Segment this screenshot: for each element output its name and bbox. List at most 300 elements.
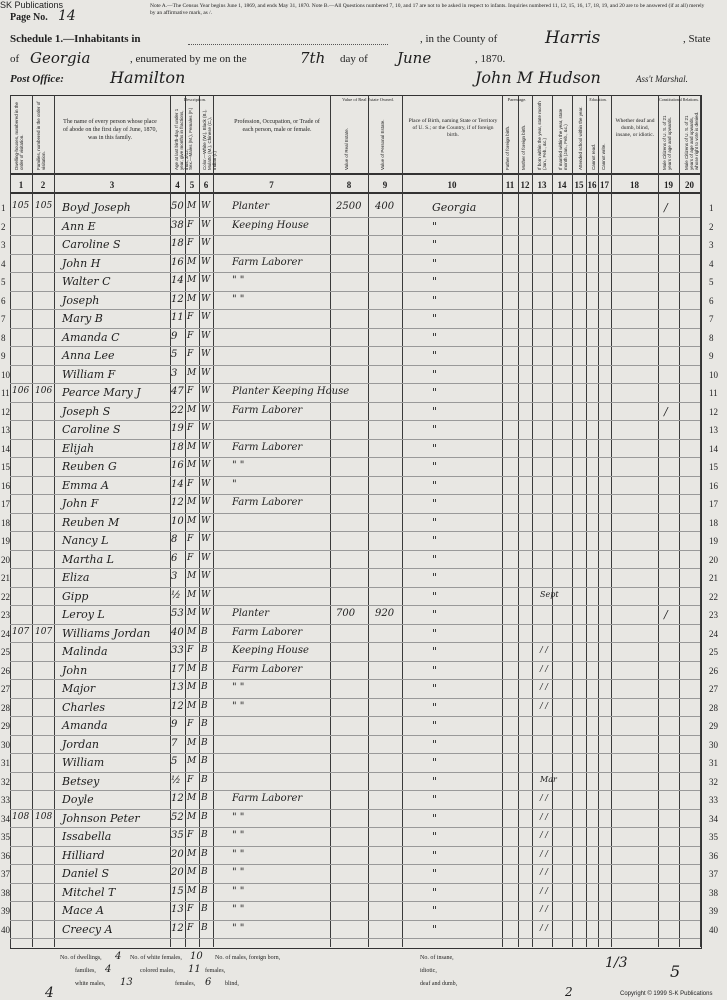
cell-age: 14 [171,478,184,490]
cell-color: B [201,700,208,711]
header-cannot-read: Cannot read. [591,143,596,170]
row-number-left: 11 [1,388,10,398]
header-color: Color.—White (W.), Black (B.), Mulatto (M.), Chinese (C.), Indian (I.) [202,109,217,170]
cell-age: 16 [171,256,184,268]
cell-age: 3 [171,367,178,379]
cell-occ: Farm Laborer [232,793,303,804]
row-rule [10,772,700,773]
cell-age: 12 [171,497,184,508]
row-number-left: 9 [1,351,6,361]
column-line [213,95,214,947]
cell-occ: Planter [232,608,270,619]
cell-sex: M [187,867,197,877]
row-number-left: 21 [1,573,10,583]
row-number-right: 1 [709,203,714,213]
row-number-right: 20 [709,554,718,565]
row-number-right: 40 [709,924,718,935]
row-number-right: 31 [709,758,718,768]
row-rule [10,383,700,384]
cell-name: Hilliard [62,848,105,862]
cell-c19: / [664,201,668,214]
cell-color: B [201,756,208,766]
header-description: Description. [183,97,207,102]
cell-birth: " [432,349,438,362]
footer-foreign-label: No. of males, foreign born, [215,955,281,961]
row-number-right: 33 [709,795,718,805]
cell-birth: " [432,904,438,917]
row-number-right: 18 [709,517,718,528]
cell-name: John H [62,256,101,270]
cell-age: 33 [171,645,184,656]
row-number-right: 35 [709,832,718,842]
cell-name: John F [62,497,99,510]
cell-color: B [201,682,208,692]
cell-sex: M [187,737,197,748]
row-number-right: 30 [709,739,718,750]
column-number: 12 [520,180,530,190]
cell-birth: " [432,867,438,880]
cell-age: 18 [171,238,184,249]
cell-age: 13 [171,904,184,915]
column-line [572,95,573,947]
cell-age: 12 [171,793,184,804]
cell-color: B [201,793,208,803]
row-number-left: 4 [1,258,6,269]
column-line [54,95,55,947]
cell-birth: " [432,589,438,603]
cell-color: W [201,423,211,433]
cell-age: ½ [171,774,181,786]
header-birthplace: Place of Birth, naming State or Territory of U. S.; or the Country, if of foreign birth. [408,118,498,138]
row-number-right: 23 [709,610,718,620]
row-number-left: 26 [1,665,10,676]
cell-name: Doyle [62,793,94,806]
cell-sex: M [187,404,197,415]
row-number-left: 31 [1,758,10,768]
cell-extra: / / [540,922,548,932]
column-line [368,95,369,947]
cell-sex: M [187,367,197,378]
header-parentage: Parentage. [507,97,527,102]
cell-extra: / / [540,645,548,654]
cell-color: W [201,386,211,396]
cell-fam: 107 [35,626,53,637]
cell-birth: " [432,330,438,344]
cell-name: Elijah [62,441,95,455]
row-number-right: 11 [709,388,718,398]
row-rule [10,790,700,791]
cell-color: W [201,515,211,526]
cell-color: W [201,256,211,267]
row-number-right: 17 [709,499,718,509]
row-rule [10,254,700,255]
column-number: 5 [189,180,195,190]
footer-colored-females-label: females, [175,981,196,987]
cell-color: W [201,367,211,378]
column-number: 9 [382,180,388,190]
cell-name: Charles [62,700,105,714]
row-number-left: 18 [1,517,10,528]
row-number-left: 33 [1,795,10,805]
row-number-left: 38 [1,887,10,898]
cell-sex: F [187,312,194,322]
cell-birth: Georgia [432,201,477,214]
row-rule [10,642,700,643]
footer-dwellings-label: No. of dwellings, [60,955,102,961]
row-number-left: 23 [1,610,10,620]
row-rule [10,309,700,310]
cell-name: Anna Lee [62,349,115,362]
header-mother-foreign: Mother of foreign birth. [521,124,526,170]
cell-sex: F [187,423,194,433]
row-number-right: 36 [709,850,718,861]
row-number-right: 5 [709,277,714,287]
cell-occ: " " [232,885,245,897]
cell-extra: / / [540,682,548,691]
page-no-label: Page No. [10,12,48,23]
cell-name: Amanda [62,719,108,732]
row-number-left: 6 [1,295,6,306]
column-line [502,95,503,947]
footer-dwellings-value: 4 [115,951,122,962]
cell-birth: " [432,478,438,492]
cell-birth: " [432,404,438,418]
cell-birth: " [432,830,438,843]
cell-name: Malinda [62,645,108,658]
cell-re: 2500 [336,201,362,212]
cell-birth: " [432,256,438,270]
row-rule [10,920,700,921]
row-number-right: 19 [709,536,718,546]
cell-name: Leroy L [62,608,105,621]
row-number-left: 22 [1,591,10,602]
row-number-right: 25 [709,647,718,657]
footer-colored-males-value: 11 [188,964,201,975]
schedule-label: Schedule 1.—Inhabitants in [10,33,141,45]
header-father-foreign: Father of foreign birth. [505,125,510,170]
row-rule [10,513,700,514]
cell-dw: 106 [12,386,30,396]
row-number-left: 27 [1,684,10,694]
cell-age: 52 [171,811,184,823]
cell-birth: " [432,552,438,566]
cell-sex: F [187,330,194,341]
row-rule [10,679,700,680]
column-line [532,95,533,947]
cell-name: Mace A [62,904,104,917]
footer-corner-mark: 4 [45,985,54,1000]
cell-name: Jordan [62,737,99,751]
cell-birth: " [432,663,438,677]
cell-sex: M [187,848,197,859]
row-number-right: 37 [709,869,718,879]
column-number: 16 [587,180,597,190]
cell-color: W [201,219,211,230]
cell-sex: F [187,830,194,840]
header-personal-estate: Value of Personal Estate. [380,119,385,170]
row-number-right: 22 [709,591,718,602]
row-number-left: 36 [1,850,10,861]
header-born-month: If born within the year, state month (Jan., Feb., &c.) [537,101,547,170]
cell-sex: F [187,645,194,655]
row-number-right: 29 [709,721,718,731]
row-number-left: 20 [1,554,10,565]
cell-dw: 105 [12,201,30,211]
cell-age: 14 [171,275,184,286]
cell-birth: " [432,312,438,325]
column-line [586,95,587,947]
row-rule [10,827,700,828]
row-number-right: 32 [709,776,718,787]
column-number: 4 [175,180,180,190]
row-rule [10,550,700,551]
row-rule [10,661,700,662]
cell-birth: " [432,700,438,714]
cell-occ: " " [232,848,245,860]
cell-occ: Farm Laborer [232,626,303,638]
cell-birth: " [432,922,438,936]
cell-age: 38 [171,219,184,231]
footer-white-males-label: white males, [75,981,106,987]
row-rule [10,901,700,902]
row-rule [10,346,700,347]
cell-name: Reuben M [62,515,120,529]
post-office-label: Post Office: [10,73,64,85]
cell-age: 6 [171,552,178,564]
cell-sex: M [187,700,197,711]
row-rule [10,217,700,218]
cell-age: 7 [171,737,178,749]
cell-birth: " [432,460,438,473]
row-rule [10,328,700,329]
cell-name: Betsey [62,774,100,788]
cell-color: W [201,497,211,507]
cell-name: Nancy L [62,534,109,547]
row-number-left: 40 [1,924,10,935]
cell-sex: M [187,608,197,618]
cell-sex: M [187,793,197,803]
publisher-stamp: SK Publications [0,0,64,10]
cell-name: Gipp [62,589,89,603]
cell-occ: " " [232,293,245,305]
cell-sex: F [187,904,194,914]
cell-fam: 105 [35,201,53,211]
footer-deaf-label: deaf and dumb, [420,981,458,987]
cell-occ: " [232,478,237,490]
cell-color: B [201,663,208,674]
cell-sex: M [187,441,197,452]
cell-sex: M [187,275,197,285]
marshal-label: Ass't Marshal. [636,74,688,84]
cell-sex: M [187,811,197,822]
cell-name: Boyd Joseph [62,201,131,214]
header-cannot-write: Cannot write. [601,143,606,170]
cell-occ: Planter Keeping House [232,386,350,397]
cell-age: 9 [171,330,178,342]
cell-name: Daniel S [62,867,110,880]
cell-sex: M [187,885,197,896]
cell-dw: 107 [12,626,30,637]
cell-color: W [201,552,211,563]
cell-occ: Farm Laborer [232,497,303,508]
column-number: 11 [505,180,515,190]
column-line [32,95,33,947]
cell-birth: " [432,534,438,547]
cell-extra: / / [540,867,548,876]
cell-birth: " [432,515,438,529]
row-number-right: 4 [709,258,714,269]
row-rule [10,568,700,569]
cell-birth: " [432,219,438,233]
cell-fam: 106 [35,386,53,396]
cell-birth: " [432,885,438,899]
cell-occ: " " [232,867,245,878]
row-rule [10,716,700,717]
row-number-left: 35 [1,832,10,842]
cell-color: B [201,922,208,933]
cell-name: Martha L [62,552,114,566]
cell-occ: " " [232,811,245,823]
cell-pe: 400 [375,201,395,212]
cell-occ: Keeping House [232,219,309,231]
cell-name: Reuben G [62,460,117,473]
cell-age: 15 [171,885,184,897]
cell-age: 17 [171,663,184,675]
cell-name: William F [62,367,116,381]
month-value: June [397,49,432,67]
footer-white-males-value: 13 [120,977,133,988]
cell-age: 12 [171,922,184,934]
cell-color: W [201,275,211,285]
column-number: 20 [685,180,694,190]
cell-name: Amanda C [62,330,120,344]
cell-color: B [201,774,208,785]
row-number-right: 6 [709,295,714,306]
row-number-left: 37 [1,869,10,879]
row-number-right: 8 [709,332,714,343]
column-number: 7 [269,180,274,190]
county-value: Harris [545,28,601,48]
column-number: 2 [40,180,46,190]
row-number-right: 21 [709,573,718,583]
row-number-left: 1 [1,203,6,213]
cell-sex: F [187,386,194,396]
cell-birth: " [432,737,438,751]
cell-occ: Keeping House [232,645,309,656]
cell-color: B [201,848,208,859]
day-value: 7th [300,49,326,67]
cell-color: B [201,737,208,748]
column-line [598,95,599,947]
cell-age: 35 [171,830,184,841]
cell-sex: M [187,626,197,637]
cell-name: Johnson Peter [62,811,140,825]
header-divider [10,173,700,175]
cell-name: Pearce Mary J [62,386,141,399]
footer-families-label: families, [75,968,96,974]
row-rule [10,809,700,810]
row-rule [10,531,700,532]
row-rule [10,420,700,421]
header-age: Age at last birth-day. If under 1 year, give months in fractions, thus, 3/12. [174,108,189,170]
cell-age: 53 [171,608,184,619]
row-number-right: 12 [709,406,718,417]
cell-extra: / / [540,885,548,895]
column-number: 18 [630,180,639,190]
row-number-right: 13 [709,425,718,435]
cell-sex: M [187,682,197,692]
row-rule [10,938,700,939]
row-number-left: 3 [1,240,6,250]
cell-age: 5 [171,349,178,360]
cell-fam: 108 [35,811,53,822]
county-label: , in the County of [420,33,498,45]
row-rule [10,476,700,477]
column-number: 8 [346,180,352,190]
cell-occ: Planter [232,201,270,212]
row-number-right: 7 [709,314,714,324]
cell-extra: / / [540,904,548,913]
state-value: Georgia [30,49,91,67]
cell-birth: " [432,793,438,806]
column-number: 19 [664,180,673,190]
header-sex: Sex.—Males (M.), Females (F.) [188,107,193,170]
row-number-left: 2 [1,221,6,232]
cell-birth: " [432,848,438,862]
cell-age: ½ [171,589,181,601]
column-number: 17 [600,180,609,190]
column-line [10,95,11,947]
cell-color: W [201,349,211,359]
state-label: , State [683,33,711,45]
row-number-right: 24 [709,628,718,639]
row-number-right: 14 [709,443,718,454]
cell-name: Caroline S [62,238,121,251]
row-number-right: 26 [709,665,718,676]
cell-age: 47 [171,386,184,397]
row-number-left: 30 [1,739,10,750]
marshal-signature: John M Hudson [475,68,601,87]
cell-dw: 108 [12,811,30,822]
footer-white-females-value: 10 [190,951,203,962]
cell-color: B [201,885,208,896]
header-deaf: Whether deaf and dumb, blind, insane, or idiotic. [615,118,655,138]
cell-birth: " [432,441,438,455]
header-citizen: Male Citizens of U. S. of 21 years of age and upwards. [662,115,672,170]
row-number-left: 34 [1,813,10,824]
header-real-estate: Value of Real Estate. [344,128,349,170]
cell-color: B [201,626,208,637]
cell-occ: " " [232,904,245,915]
cell-age: 5 [171,756,178,767]
row-number-left: 7 [1,314,6,324]
cell-name: Joseph [62,293,100,307]
row-rule [10,624,700,625]
post-office-value: Hamilton [110,68,186,87]
cell-sex: M [187,589,197,600]
row-rule [10,365,700,366]
row-number-left: 19 [1,536,10,546]
cell-age: 40 [171,626,184,638]
cell-birth: " [432,367,438,381]
row-number-right: 3 [709,240,714,250]
cell-name: John [62,663,88,677]
cell-sex: F [187,552,194,563]
row-rule [10,698,700,699]
row-number-right: 27 [709,684,718,694]
cell-name: Williams Jordan [62,626,151,640]
row-number-right: 28 [709,702,718,713]
